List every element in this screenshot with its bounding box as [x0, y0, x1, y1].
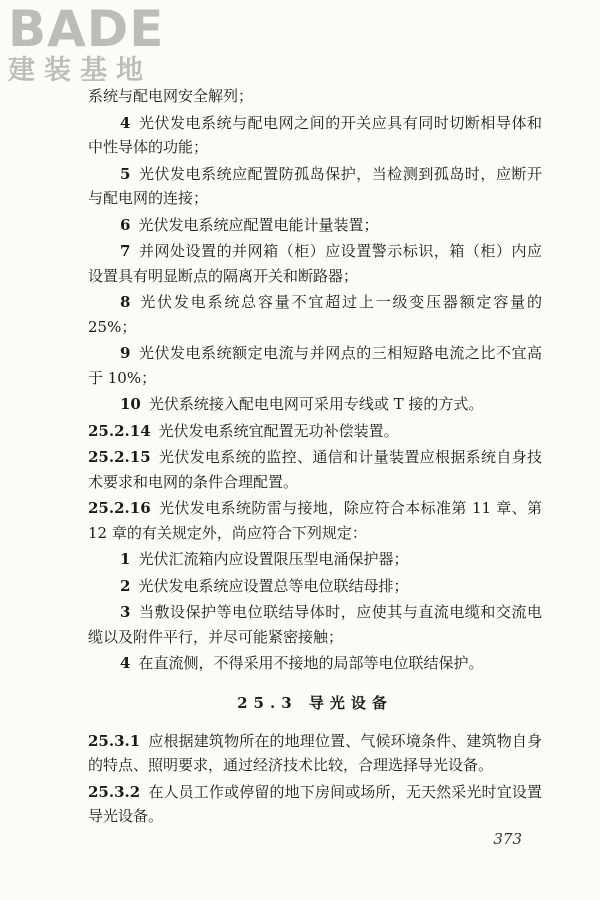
list-item — [88, 600, 542, 649]
item-number: 6 — [120, 215, 131, 234]
clause-paragraph — [88, 780, 542, 829]
item-text: 光伏系统接入配电电网可采用专线或 T 接的方式。 — [148, 395, 484, 413]
item-number: 9 — [120, 344, 131, 362]
list-item — [88, 651, 542, 676]
item-text: 系统与配电网安全解列； — [88, 87, 254, 105]
list-item — [88, 574, 542, 599]
list-item — [88, 341, 542, 390]
item-number: 25.3.2 — [88, 782, 141, 801]
item-text: 光伏发电系统防雷与接地，除应符合本标准第 11 章、第 12 章的有关规定外，尚应符合下列规定： — [88, 499, 542, 542]
item-number: 5 — [120, 164, 131, 183]
paragraph-list — [88, 84, 542, 676]
list-item — [88, 239, 542, 288]
item-number: 4 — [120, 113, 131, 132]
item-number: 3 — [120, 603, 131, 621]
list-item — [88, 111, 542, 160]
item-text: 光伏发电系统总容量不宜超过上一级变压器额定容量的 25%； — [88, 293, 542, 336]
item-text: 在人员工作或停留的地下房间或场所，无天然采光时宜设置导光设备。 — [88, 782, 542, 825]
list-item — [88, 213, 542, 238]
section-title: 25.3 导光设备 — [237, 693, 393, 712]
watermark-subtitle: 建装基地 — [8, 55, 152, 86]
item-text: 当敷设保护等电位联结导体时，应使其与直流电缆和交流电缆以及附件平行，并尽可能紧密接触； — [88, 603, 542, 646]
list-item — [88, 290, 542, 339]
item-text: 光伏发电系统应配置防孤岛保护，当检测到孤岛时，应断开与配电网的连接； — [88, 164, 542, 207]
item-text: 在直流侧，不得采用不接地的局部等电位联结保护。 — [138, 654, 484, 672]
item-text: 光伏发电系统应配置电能计量装置； — [138, 215, 379, 234]
list-item — [88, 392, 542, 417]
item-number: 25.2.15 — [88, 448, 151, 466]
page-body — [88, 84, 542, 829]
item-text: 光伏发电系统应设置总等电位联结母排； — [138, 576, 409, 595]
item-text: 应根据建筑物所在的地理位置、气候环境条件、建筑物自身的特点、照明要求，通过经济技术比较，合理选择导光设备。 — [88, 731, 542, 774]
item-number: 2 — [120, 576, 131, 595]
continued-paragraph — [88, 84, 542, 109]
clause-paragraph — [88, 729, 542, 778]
item-text: 光伏发电系统额定电流与并网点的三相短路电流之比不宜高于 10%； — [88, 344, 542, 387]
page-number: 373 — [493, 830, 522, 848]
item-number: 25.3.1 — [88, 731, 141, 750]
item-text: 光伏发电系统与配电网之间的开关应具有同时切断相导体和中性导体的功能； — [88, 113, 542, 156]
clause-paragraph — [88, 419, 542, 444]
item-number: 25.2.14 — [88, 421, 151, 440]
item-text: 光伏汇流箱内应设置限压型电涌保护器； — [138, 550, 409, 568]
section-paragraph-list — [88, 729, 542, 829]
item-number: 25.2.16 — [88, 499, 151, 517]
item-text: 并网处设置的并网箱（柜）应设置警示标识，箱（柜）内应设置具有明显断点的隔离开关和断路器； — [88, 242, 542, 285]
clause-paragraph — [88, 496, 542, 545]
item-text: 光伏发电系统宜配置无功补偿装置。 — [158, 421, 399, 440]
item-number: 7 — [120, 242, 131, 260]
clause-paragraph — [88, 445, 542, 494]
list-item — [88, 162, 542, 211]
item-number: 1 — [120, 550, 131, 568]
watermark-logo-text: BADE — [8, 0, 165, 58]
list-item — [88, 547, 542, 572]
item-number: 4 — [120, 654, 131, 672]
watermark-logo — [8, 0, 178, 92]
item-text: 光伏发电系统的监控、通信和计量装置应根据系统自身技术要求和电网的条件合理配置。 — [88, 448, 542, 491]
item-number: 8 — [120, 293, 131, 311]
item-number: 10 — [120, 395, 141, 413]
